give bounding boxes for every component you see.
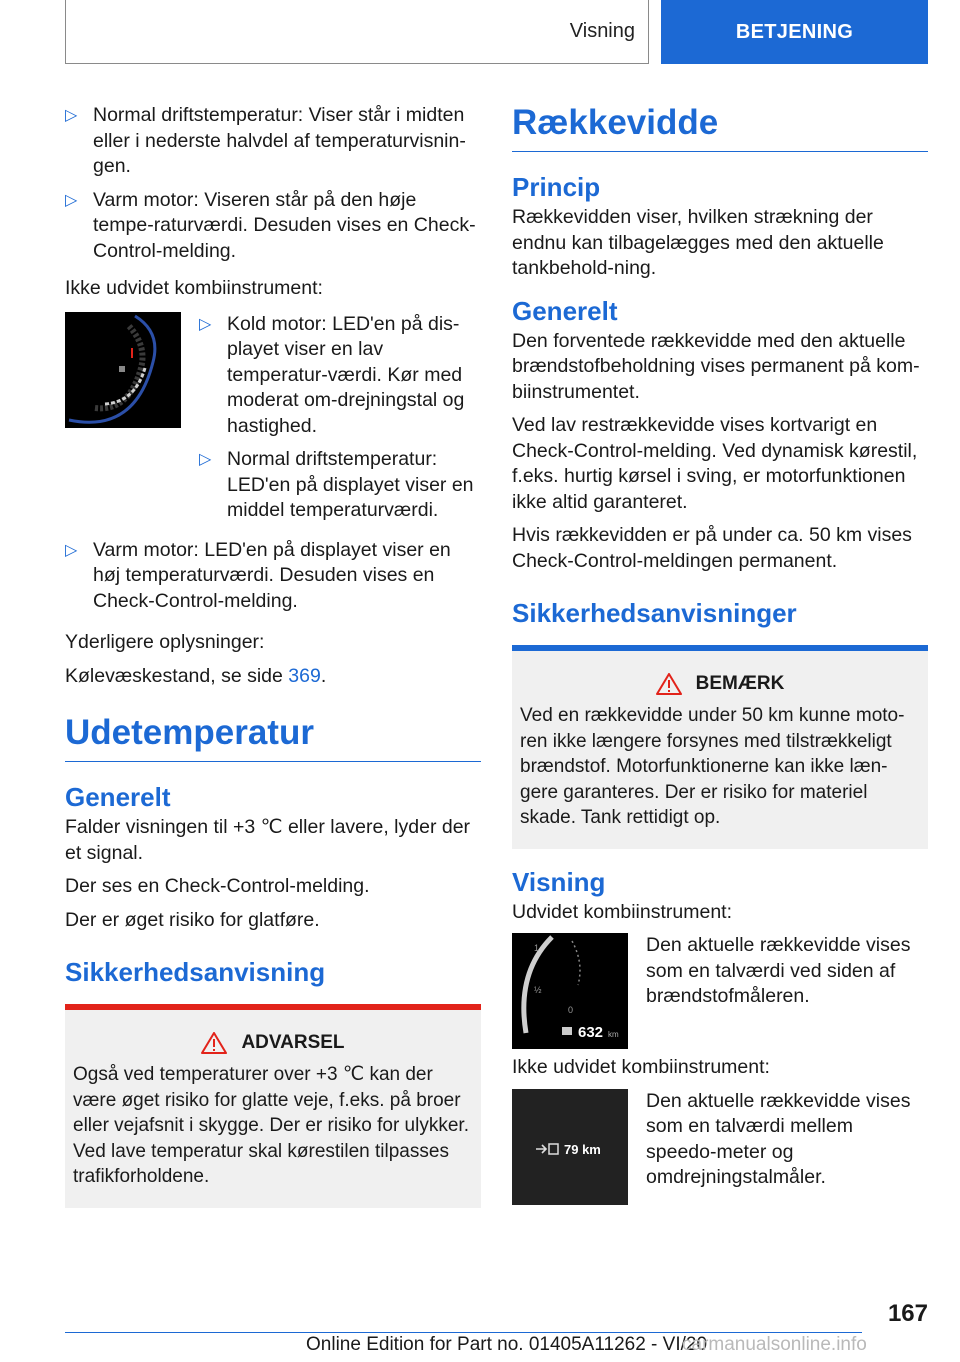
list-item: ▷ Normal driftstemperatur: LED'en på displayet viser en middel temperaturværdi. xyxy=(199,448,474,521)
left-column xyxy=(65,103,481,1226)
paragraph: Der ses en Check-Control-melding. xyxy=(65,875,370,897)
chapter-tab xyxy=(661,0,928,64)
heading-generelt: Generelt xyxy=(65,782,171,812)
footer-divider xyxy=(65,1332,862,1333)
gauge-illustration-icon xyxy=(65,312,181,428)
paragraph: Ikke udvidet kombiinstrument: xyxy=(512,1056,770,1078)
notice-box xyxy=(512,645,928,849)
temperature-display-image xyxy=(65,312,181,428)
paragraph: Falder visningen til +3 ℃ eller lavere, lyder der et signal. xyxy=(65,816,471,864)
svg-text:632: 632 xyxy=(578,1024,604,1041)
paragraph: Ved lav restrækkevidde vises kortvarigt en Check-Control-melding. Ved dynamisk kørestil, f.eks. hurtig kørsel i sving, er motorfunktionen ikke altid garanteret. xyxy=(512,414,918,513)
edition-text: Online Edition for Part no. 01405A11262 - VI/20 xyxy=(306,1334,708,1355)
heading-visning: Visning xyxy=(512,866,606,897)
triangle-bullet-icon: ▷ xyxy=(199,451,212,468)
range-display-image-simple xyxy=(512,1089,628,1205)
image-text-row xyxy=(65,312,481,532)
paragraph: Den forventede rækkevidde med den aktuelle brændstofbeholdning vises permanent på kom-biinstrumentet. xyxy=(512,329,920,403)
page-link[interactable]: 369 xyxy=(288,664,321,687)
image-text-row xyxy=(512,1089,928,1205)
heading-princip: Princip xyxy=(512,172,601,202)
triangle-bullet-icon: ▷ xyxy=(65,107,78,124)
svg-text:km: km xyxy=(608,1030,619,1039)
notice-title: BEMÆRK xyxy=(520,673,920,695)
paragraph: Yderligere oplysninger: xyxy=(65,631,265,653)
heading-sikkerhedsanvisning: Sikkerhedsanvisning xyxy=(65,957,326,987)
list-item: ▷ Normal driftstemperatur: Viser står i midten eller i nederste halvdel af temperaturvisnin-gen. xyxy=(65,104,466,177)
heading-udetemperatur: Udetemperatur xyxy=(65,713,481,762)
heading-generelt: Generelt xyxy=(512,295,618,326)
warning-triangle-icon xyxy=(656,673,682,695)
svg-text:½: ½ xyxy=(534,985,542,995)
list-item: ▷ Varm motor: Viseren står på den høje tempe-raturværdi. Desuden vises en Check-Control-melding. xyxy=(65,188,476,262)
paragraph: Den aktuelle rækkevidde vises som en talværdi ved siden af brændstofmåleren. xyxy=(646,934,911,1007)
warning-title: ADVARSEL xyxy=(73,1032,473,1054)
range-readout-illustration-icon xyxy=(512,1089,628,1205)
svg-text:0: 0 xyxy=(568,1005,574,1015)
paragraph: Hvis rækkevidden er på under ca. 50 km vises Check-Control-meldingen permanent. xyxy=(512,524,912,572)
triangle-bullet-icon: ▷ xyxy=(65,541,78,559)
paragraph: Den aktuelle rækkevidde vises som en talværdi mellem speedo-meter og omdrejningstalmåler. xyxy=(646,1089,911,1188)
chapter-title: BETJENING xyxy=(735,20,854,43)
warning-triangle-icon xyxy=(201,1032,227,1054)
section-tab xyxy=(65,0,649,64)
paragraph: Ikke udvidet kombiinstrument: xyxy=(65,277,323,299)
paragraph: Der er øget risiko for glatføre. xyxy=(65,908,320,931)
section-title: Visning xyxy=(569,20,635,42)
warning-box xyxy=(65,1004,481,1208)
triangle-bullet-icon: ▷ xyxy=(65,191,78,209)
triangle-bullet-icon: ▷ xyxy=(199,315,212,333)
range-display-image xyxy=(512,933,628,1049)
image-text xyxy=(646,933,928,1018)
image-text-row xyxy=(512,933,928,1049)
watermark: carmanualsonline.info xyxy=(682,1334,867,1355)
right-column xyxy=(512,103,928,1211)
warning-text: Også ved temperaturer over +3 ℃ kan der være øget risiko for glatte veje, f.eks. på broer eller vejafsnit i skygge. Der er risiko for ulykker. Ved lave temperatur skal kørestilen tilpasses trafikforholdene. xyxy=(73,1064,469,1187)
paragraph: Kølevæskestand, se side 369. xyxy=(65,664,327,687)
paragraph: Rækkevidden viser, hvilken strækning der endnu kan tilbagelægges med den aktuelle tankbehold-ning. xyxy=(512,206,884,279)
heading-sikkerhedsanvisninger: Sikkerhedsanvisninger xyxy=(512,598,797,628)
fuel-gauge-illustration-icon xyxy=(512,933,628,1049)
image-bullets xyxy=(199,312,481,532)
list-item: ▷ Varm motor: LED'en på displayet viser en høj temperaturværdi. Desuden vises en Check-Control-melding. xyxy=(65,538,451,612)
svg-text:1: 1 xyxy=(534,943,540,953)
page-number: 167 xyxy=(887,1300,928,1327)
image-text xyxy=(646,1089,928,1199)
list-item: ▷ Kold motor: LED'en på dis-playet viser en lav temperatur-værdi. Kør med moderat om-drejningstal og hastighed. xyxy=(199,312,465,437)
notice-text: Ved en rækkevidde under 50 km kunne moto-ren ikke længere forsynes med tilstrækkeligt brændstof. Motorfunktionerne kan ikke læn-gere garanteres. Der er risiko for materiel skade. Tank rettidigt op. xyxy=(520,705,905,828)
heading-raekkevidde: Rækkevidde xyxy=(512,103,928,152)
page-header xyxy=(65,0,928,64)
paragraph: Udvidet kombiinstrument: xyxy=(512,900,733,923)
svg-text:79 km: 79 km xyxy=(564,1141,601,1157)
